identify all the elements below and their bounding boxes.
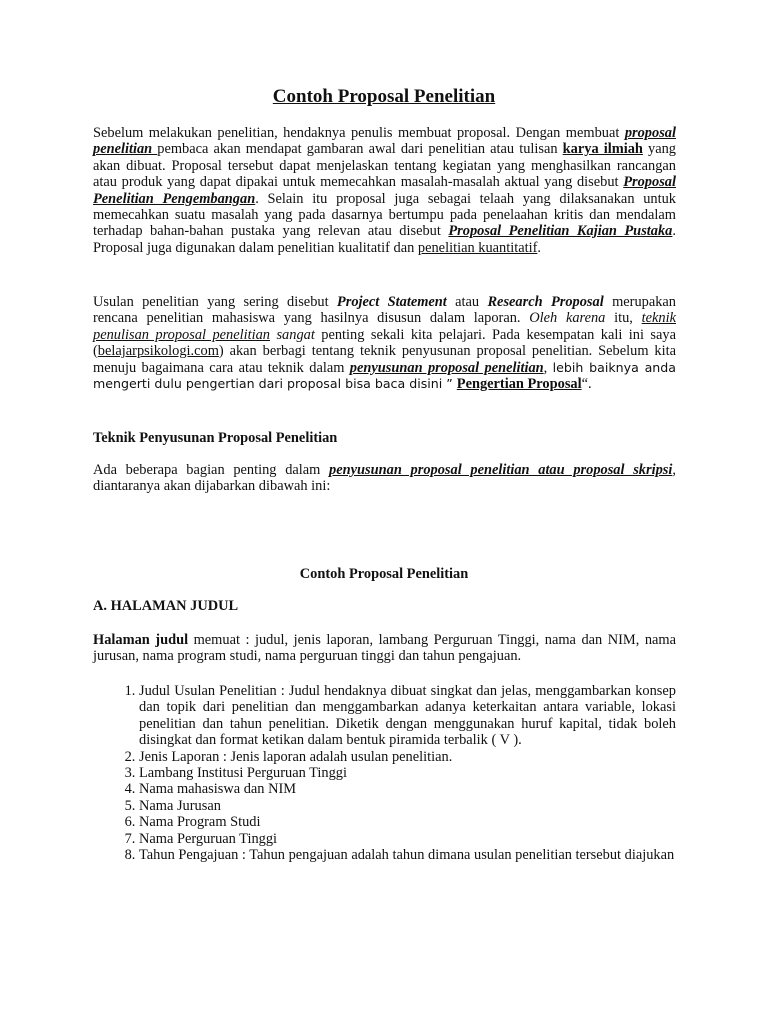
text: memuat : judul, jenis laporan, lambang Perguruan Tinggi, nama dan NIM, nama jurusan, nama program studi, nama perguruan tinggi dan tahun pengajuan. bbox=[93, 632, 676, 665]
link-penyusunan-proposal[interactable]: penyusunan proposal penelitian bbox=[349, 359, 544, 376]
link-belajarpsikologi[interactable]: belajarpsikologi.com bbox=[97, 343, 219, 360]
usulan-paragraph bbox=[93, 294, 676, 392]
list-item: 6. Nama Program Studi bbox=[139, 814, 676, 830]
section-heading-teknik: Teknik Penyusunan Proposal Penelitian bbox=[93, 430, 338, 446]
text: . Proposal juga digunakan dalam penelitian kualitatif dan bbox=[93, 223, 676, 256]
list-item: 5. Nama Jurusan bbox=[139, 798, 676, 814]
italic-text: sangat bbox=[276, 326, 315, 343]
text: . bbox=[537, 239, 541, 256]
text: itu, bbox=[605, 310, 642, 327]
text: pembaca akan mendapat gambaran awal dari penelitian atau tulisan bbox=[157, 141, 563, 158]
text: Ada beberapa bagian penting dalam bbox=[93, 462, 330, 478]
intro-paragraph bbox=[93, 125, 676, 256]
term-research-proposal: Research Proposal bbox=[487, 294, 604, 310]
text: , bbox=[543, 359, 553, 376]
link-teknik-penulisan[interactable]: teknik penulisan proposal penelitian bbox=[93, 310, 676, 343]
halaman-judul-list bbox=[93, 683, 676, 863]
section-heading-halaman-judul: A. HALAMAN JUDUL bbox=[93, 598, 239, 614]
text: atau bbox=[446, 294, 488, 310]
text: Sebelum melakukan penelitian, hendaknya penulis membuat proposal. Dengan membuat bbox=[93, 125, 625, 141]
halaman-judul-paragraph bbox=[93, 632, 676, 665]
text: merupakan rencana penelitian mahasiswa yang hasilnya disusun dalam laporan. bbox=[93, 294, 677, 327]
section-subtitle: Contoh Proposal Penelitian bbox=[299, 566, 469, 582]
link-karya-ilmiah[interactable]: karya ilmiah bbox=[562, 141, 643, 158]
list-item: 4. Nama mahasiswa dan NIM bbox=[139, 781, 676, 797]
text: “. bbox=[581, 376, 592, 393]
link-proposal-penelitian[interactable]: proposal penelitian bbox=[93, 125, 676, 158]
text: . Selain itu proposal juga sebagai telaah yang dilaksanakan untuk memecahkan suatu masalah yang pada dasarnya bertumpu pada penelaahan kritis dan mendalam terhadap bahan-bahan pustaka yang relevan atau disebut bbox=[93, 190, 676, 240]
list-item: 8. Tahun Pengajuan : Tahun pengajuan adalah tahun dimana usulan penelitian tersebut diajukan bbox=[139, 847, 676, 863]
link-penelitian-kuantitatif[interactable]: penelitian kuantitatif bbox=[417, 239, 538, 256]
page-title: Contoh Proposal Penelitian bbox=[272, 86, 496, 107]
link-proposal-kajian-pustaka[interactable]: Proposal Penelitian Kajian Pustaka bbox=[448, 223, 673, 240]
term-project-statement: Project Statement bbox=[336, 294, 447, 310]
text: Usulan penelitian yang sering disebut bbox=[93, 294, 337, 310]
text: yang akan dibuat. Proposal tersebut dapat menjelaskan tentang kegiatan yang menghasilkan rancangan atau produk yang dapat dipakai untuk memecahkan masalah-masalah aktual yang disebut bbox=[93, 141, 676, 191]
sans-text: lebih baiknya anda mengerti dulu pengertian dari proposal bisa baca disini ” bbox=[93, 359, 677, 392]
link-penyusunan-skripsi[interactable]: penyusunan proposal penelitian atau proposal skripsi bbox=[329, 462, 673, 478]
bagian-paragraph bbox=[93, 462, 676, 495]
term-halaman-judul: Halaman judul bbox=[93, 632, 189, 648]
list-item: 1. Judul Usulan Penelitian : Judul hendaknya dibuat singkat dan jelas, menggambarkan konsep dan topik dari penelitian dan menggambarkan adanya keterkaitan antara variable, lokasi penelitian dan tahun penelitian. Diketik dengan menggunakan huruf kapital, tidak boleh disingkat dan format ketikan dalam bentuk piramida terbalik ( V ). bbox=[139, 683, 676, 749]
list-item: 7. Nama Perguruan Tinggi bbox=[139, 831, 676, 847]
list-item: 2. Jenis Laporan : Jenis laporan adalah usulan penelitian. bbox=[139, 749, 676, 765]
text: penting sekali kita pelajari. Pada kesempatan kali ini saya ( bbox=[93, 326, 676, 360]
italic-text: Oleh karena bbox=[529, 310, 606, 327]
list-item: 3. Lambang Institusi Perguruan Tinggi bbox=[139, 765, 676, 781]
text: , diantaranya akan dijabarkan dibawah ini: bbox=[93, 462, 676, 495]
text: ) akan berbagi tentang teknik penyusunan proposal penelitian. Sebelum kita menuju bagaimana cara atau teknik dalam bbox=[93, 343, 676, 376]
link-pengertian-proposal[interactable]: Pengertian Proposal bbox=[456, 376, 582, 393]
link-proposal-pengembangan[interactable]: Proposal Penelitian Pengembangan bbox=[93, 174, 676, 207]
